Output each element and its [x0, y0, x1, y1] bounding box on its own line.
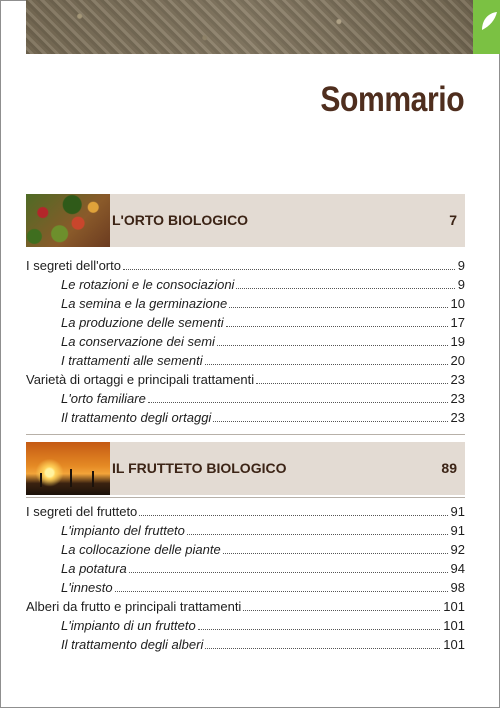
dot-leader — [229, 307, 447, 308]
toc-entry-page: 92 — [450, 542, 465, 557]
leaf-icon — [480, 10, 498, 32]
toc-entry-page: 91 — [450, 523, 465, 538]
toc-entry-page: 94 — [450, 561, 465, 576]
section-header-frutteto[interactable] — [26, 442, 465, 495]
toc-entry-page: 17 — [450, 315, 465, 330]
toc-entry-page: 20 — [450, 353, 465, 368]
toc-entry-label: Le rotazioni e le consociazioni — [61, 277, 235, 292]
section-divider — [26, 434, 465, 435]
section-header-orto[interactable] — [26, 194, 465, 247]
toc-entry-label: I segreti dell'orto — [26, 258, 121, 273]
dot-leader — [223, 553, 448, 554]
toc-entry-label: L'innesto — [61, 580, 113, 595]
toc-entry-page: 101 — [443, 599, 465, 614]
dot-leader — [129, 572, 448, 573]
toc-entry[interactable] — [26, 578, 465, 596]
toc-entry-page: 101 — [443, 637, 465, 652]
toc-entry[interactable] — [26, 616, 465, 634]
toc-entry-page: 9 — [457, 277, 465, 292]
toc-entry[interactable] — [26, 313, 465, 331]
toc-entry[interactable] — [26, 408, 465, 426]
toc-entry[interactable] — [26, 389, 465, 407]
section-divider — [26, 497, 465, 498]
header-texture-band — [26, 0, 473, 54]
toc-entry[interactable] — [26, 256, 465, 274]
toc-entry[interactable] — [26, 540, 465, 558]
toc-entry-label: La semina e la germinazione — [61, 296, 228, 311]
toc-entry-page: 101 — [443, 618, 465, 633]
dot-leader — [115, 591, 448, 592]
toc-entry[interactable] — [26, 275, 465, 293]
dot-leader — [205, 364, 448, 365]
dot-leader — [243, 610, 440, 611]
toc-entry-label: L'orto familiare — [61, 391, 146, 406]
toc-entry-label: La produzione delle sementi — [61, 315, 224, 330]
toc-entry-label: La potatura — [61, 561, 127, 576]
toc-entry-label: L'impianto del frutteto — [61, 523, 185, 538]
section-title: IL FRUTTETO BIOLOGICO — [112, 460, 287, 476]
toc-entry-label: Alberi da frutto e principali trattamenti — [26, 599, 242, 614]
toc-entry-page: 9 — [457, 258, 465, 273]
dot-leader — [226, 326, 448, 327]
toc-entry-label: La collocazione delle piante — [61, 542, 221, 557]
dot-leader — [123, 269, 455, 270]
dot-leader — [187, 534, 448, 535]
dot-leader — [198, 629, 441, 630]
section-title: L'ORTO BIOLOGICO — [112, 212, 249, 228]
section-page-number: 89 — [441, 460, 457, 476]
vegetables-photo — [26, 194, 110, 247]
toc-entry[interactable] — [26, 351, 465, 369]
dot-leader — [217, 345, 448, 346]
toc-entry[interactable] — [26, 597, 465, 615]
dot-leader — [205, 648, 440, 649]
toc-entry-page: 10 — [450, 296, 465, 311]
toc-entry-page: 23 — [450, 410, 465, 425]
dot-leader — [213, 421, 447, 422]
toc-entry-page: 23 — [450, 372, 465, 387]
dot-leader — [256, 383, 447, 384]
toc-entry-label: Varietà di ortaggi e principali trattamenti — [26, 372, 255, 387]
toc-entry-page: 98 — [450, 580, 465, 595]
toc-entry[interactable] — [26, 332, 465, 350]
toc-entry[interactable] — [26, 294, 465, 312]
dot-leader — [139, 515, 447, 516]
toc-entry[interactable] — [26, 502, 465, 520]
toc-entry-page: 23 — [450, 391, 465, 406]
toc-entry-label: Il trattamento degli alberi — [61, 637, 204, 652]
toc-entry-label: L'impianto di un frutteto — [61, 618, 196, 633]
toc-entry[interactable] — [26, 559, 465, 577]
toc-entry-label: La conservazione dei semi — [61, 334, 215, 349]
dot-leader — [148, 402, 448, 403]
toc-entry-label: Il trattamento degli ortaggi — [61, 410, 212, 425]
toc-entry-label: I segreti del frutteto — [26, 504, 138, 519]
dot-leader — [236, 288, 454, 289]
toc-entry-label: I trattamenti alle sementi — [61, 353, 203, 368]
toc-entry[interactable] — [26, 635, 465, 653]
toc-entry[interactable] — [26, 521, 465, 539]
section-page-number: 7 — [449, 212, 457, 228]
toc-entry[interactable] — [26, 370, 465, 388]
page-title: Sommario — [320, 80, 464, 119]
toc-entry-page: 91 — [450, 504, 465, 519]
toc-entry-page: 19 — [450, 334, 465, 349]
orchard-sunset-photo — [26, 442, 110, 495]
